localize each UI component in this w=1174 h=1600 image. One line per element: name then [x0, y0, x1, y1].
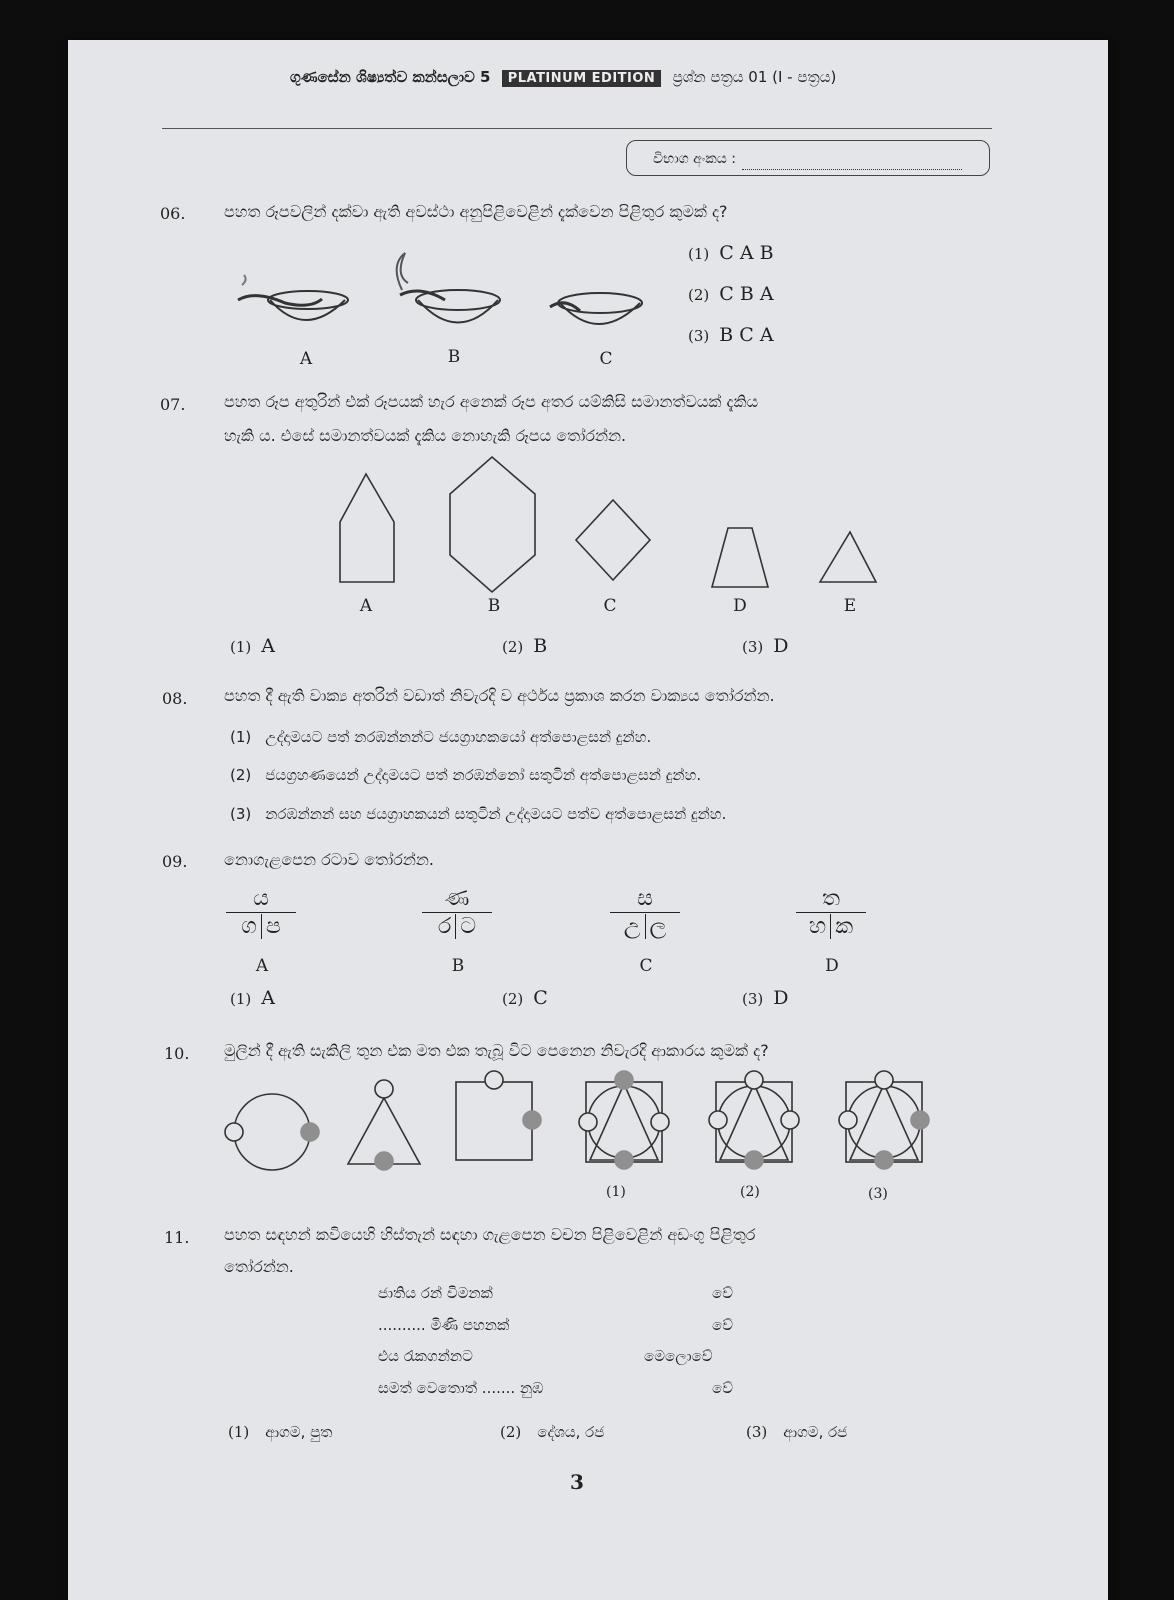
- q06-number: 06.: [160, 204, 186, 223]
- q06-text: පහත රූපවලින් දක්වා ඇති අවස්ථා අනුපිළිවෙළින් දැක්වෙන පිළිතුර කුමක් ද?: [224, 202, 728, 221]
- q06-option-2[interactable]: (2) C B A: [688, 283, 774, 305]
- q07-shape-c-rhombus: [576, 500, 650, 580]
- q10-option-3-label[interactable]: (3): [868, 1186, 888, 1202]
- index-label: විභාග අංකය :: [653, 151, 736, 167]
- poem-line-2-end: වේ: [712, 1316, 734, 1334]
- q07-option-1[interactable]: (1) A: [230, 635, 275, 657]
- poem-line-3-end: මෙලොවේ: [644, 1347, 713, 1365]
- q09-label-d: D: [825, 956, 839, 976]
- q07-shape-e-triangle: [820, 532, 876, 582]
- q08-option-3[interactable]: (3) නරඹන්නන් සහ ජයග්‍රාහකයන් සතුටින් උද්දාමයට පත්ව අත්පොළසන් දුන්හ.: [230, 805, 727, 823]
- q07-text-line1: පහත රූප අතුරින් එක් රූපයක් හැර අනෙක් රූප අතර යම්කිසි සමානත්වයක් දැකිය: [224, 392, 759, 411]
- q07-option-3[interactable]: (3) D: [742, 635, 789, 657]
- q10-option-1-label[interactable]: (1): [606, 1184, 626, 1200]
- q06-label-b: B: [447, 347, 461, 367]
- q10-option-3-figure: [839, 1071, 929, 1169]
- header-series: ගුණසේන ශිෂ්‍යත්ව කන්සලාව 5: [290, 68, 491, 86]
- q07-shape-b-hexagon: [450, 457, 535, 592]
- q06-option-3[interactable]: (3) B C A: [688, 324, 774, 346]
- q07-shape-a-pentagon: [340, 474, 394, 582]
- q11-option-1[interactable]: (1) ආගම, පුත: [228, 1423, 333, 1441]
- poem-line-4: සමත් වෙතොත් ....... නුඹ: [378, 1379, 544, 1397]
- q09-label-a: A: [255, 956, 269, 976]
- q09-option-1[interactable]: (1) A: [230, 987, 275, 1009]
- q09-option-3[interactable]: (3) D: [742, 987, 789, 1009]
- q08-text: පහත දී ඇති වාක්‍ය අතරින් වඩාත් නිවැරදි ව අර්ථය ප්‍රකාශ කරන වාක්‍යය තෝරන්න.: [224, 686, 775, 705]
- q10-option-2-figure: [709, 1071, 799, 1169]
- poem-line-2: .......... මිණි පහනක්: [378, 1316, 510, 1334]
- q07-text-line2: හැකි ය. එසේ සමානත්වයක් දැකිය නොහැකි රූපය තෝරන්න.: [224, 426, 627, 445]
- q06-bowls-figure: [230, 245, 660, 355]
- header-rule: [162, 128, 992, 129]
- q06-option-1[interactable]: (1) C A B: [688, 242, 774, 264]
- q09-pattern-c: ස උ ල: [610, 886, 680, 939]
- q07-label-e: E: [843, 596, 857, 616]
- q09-number: 09.: [162, 852, 188, 871]
- q09-label-c: C: [639, 956, 653, 976]
- q10-option-1-figure: [579, 1071, 669, 1169]
- q07-label-d: D: [733, 596, 747, 616]
- bowl-c-image: [550, 293, 642, 324]
- q09-label-b: B: [451, 956, 465, 976]
- q11-option-2[interactable]: (2) දේශය, රජ: [500, 1423, 605, 1441]
- q08-option-2[interactable]: (2) ජයග්‍රහණයෙන් උද්දාමයට පත් නරඹන්නෝ සතුටින් අත්පොළසන් දුන්හ.: [230, 766, 702, 784]
- q10-option-2-label[interactable]: (2): [740, 1184, 760, 1200]
- q07-option-2[interactable]: (2) B: [502, 635, 548, 657]
- q08-number: 08.: [162, 689, 188, 708]
- q09-text: නොගැළපෙන රටාව තෝරන්න.: [224, 850, 434, 869]
- q10-templates-figure: [226, 1068, 946, 1168]
- bowl-a-image: [238, 275, 348, 320]
- q07-shape-d-trapezoid: [712, 528, 768, 587]
- q07-shapes-figure: [330, 452, 890, 592]
- q11-option-3[interactable]: (3) ආගම, රජ: [746, 1423, 848, 1441]
- bowl-b-image: [397, 253, 500, 323]
- q07-label-b: B: [487, 596, 501, 616]
- q10-text: මුලින් දී ඇති සැකිලි තුන එක මත එක තැබූ විට පෙනෙන නිවැරදි ආකාරය කුමක් ද?: [224, 1041, 769, 1060]
- q09-pattern-d: ත හ ක: [796, 886, 866, 939]
- q11-text-line1: පහත සඳහන් කවියෙහි හිස්තැන් සඳහා ගැළපෙන වචන පිළිවෙළින් අඩංගු පිළිතුර: [224, 1225, 756, 1244]
- q07-label-c: C: [603, 596, 617, 616]
- q08-option-1[interactable]: (1) උද්දාමයට පත් නරඹන්නන්ට ජයග්‍රාහකයෝ අත්පොළසන් දුන්හ.: [230, 728, 652, 746]
- header-paper: ප්‍රශ්න පත්‍රය 01 (I - පත්‍රය): [672, 68, 837, 86]
- q10-template-square: [456, 1071, 541, 1160]
- poem-line-1: ජාතිය රන් විමනක්: [378, 1284, 493, 1302]
- index-number-box[interactable]: [626, 140, 990, 176]
- q10-number: 10.: [164, 1044, 190, 1063]
- q09-option-2[interactable]: (2) C: [502, 987, 548, 1009]
- q06-label-c: C: [599, 349, 613, 369]
- page-number: 3: [570, 1470, 584, 1494]
- poem-line-1-end: වේ: [712, 1284, 734, 1302]
- poem-line-4-end: වේ: [712, 1379, 734, 1397]
- q07-label-a: A: [359, 596, 373, 616]
- paper-header: [290, 68, 1174, 86]
- q10-template-triangle: [348, 1080, 420, 1170]
- q10-template-circle: [225, 1094, 319, 1170]
- q06-label-a: A: [299, 349, 313, 369]
- index-blank: [742, 149, 962, 170]
- q09-pattern-b: ණ ර ට: [422, 886, 492, 939]
- header-edition-badge: PLATINUM EDITION: [502, 70, 662, 87]
- q07-number: 07.: [160, 395, 186, 414]
- q11-number: 11.: [164, 1228, 190, 1247]
- q09-pattern-a: ය ග ප: [226, 886, 296, 939]
- q11-text-line2: තෝරන්න.: [224, 1257, 294, 1276]
- poem-line-3: එය රැකගන්නට: [378, 1347, 473, 1365]
